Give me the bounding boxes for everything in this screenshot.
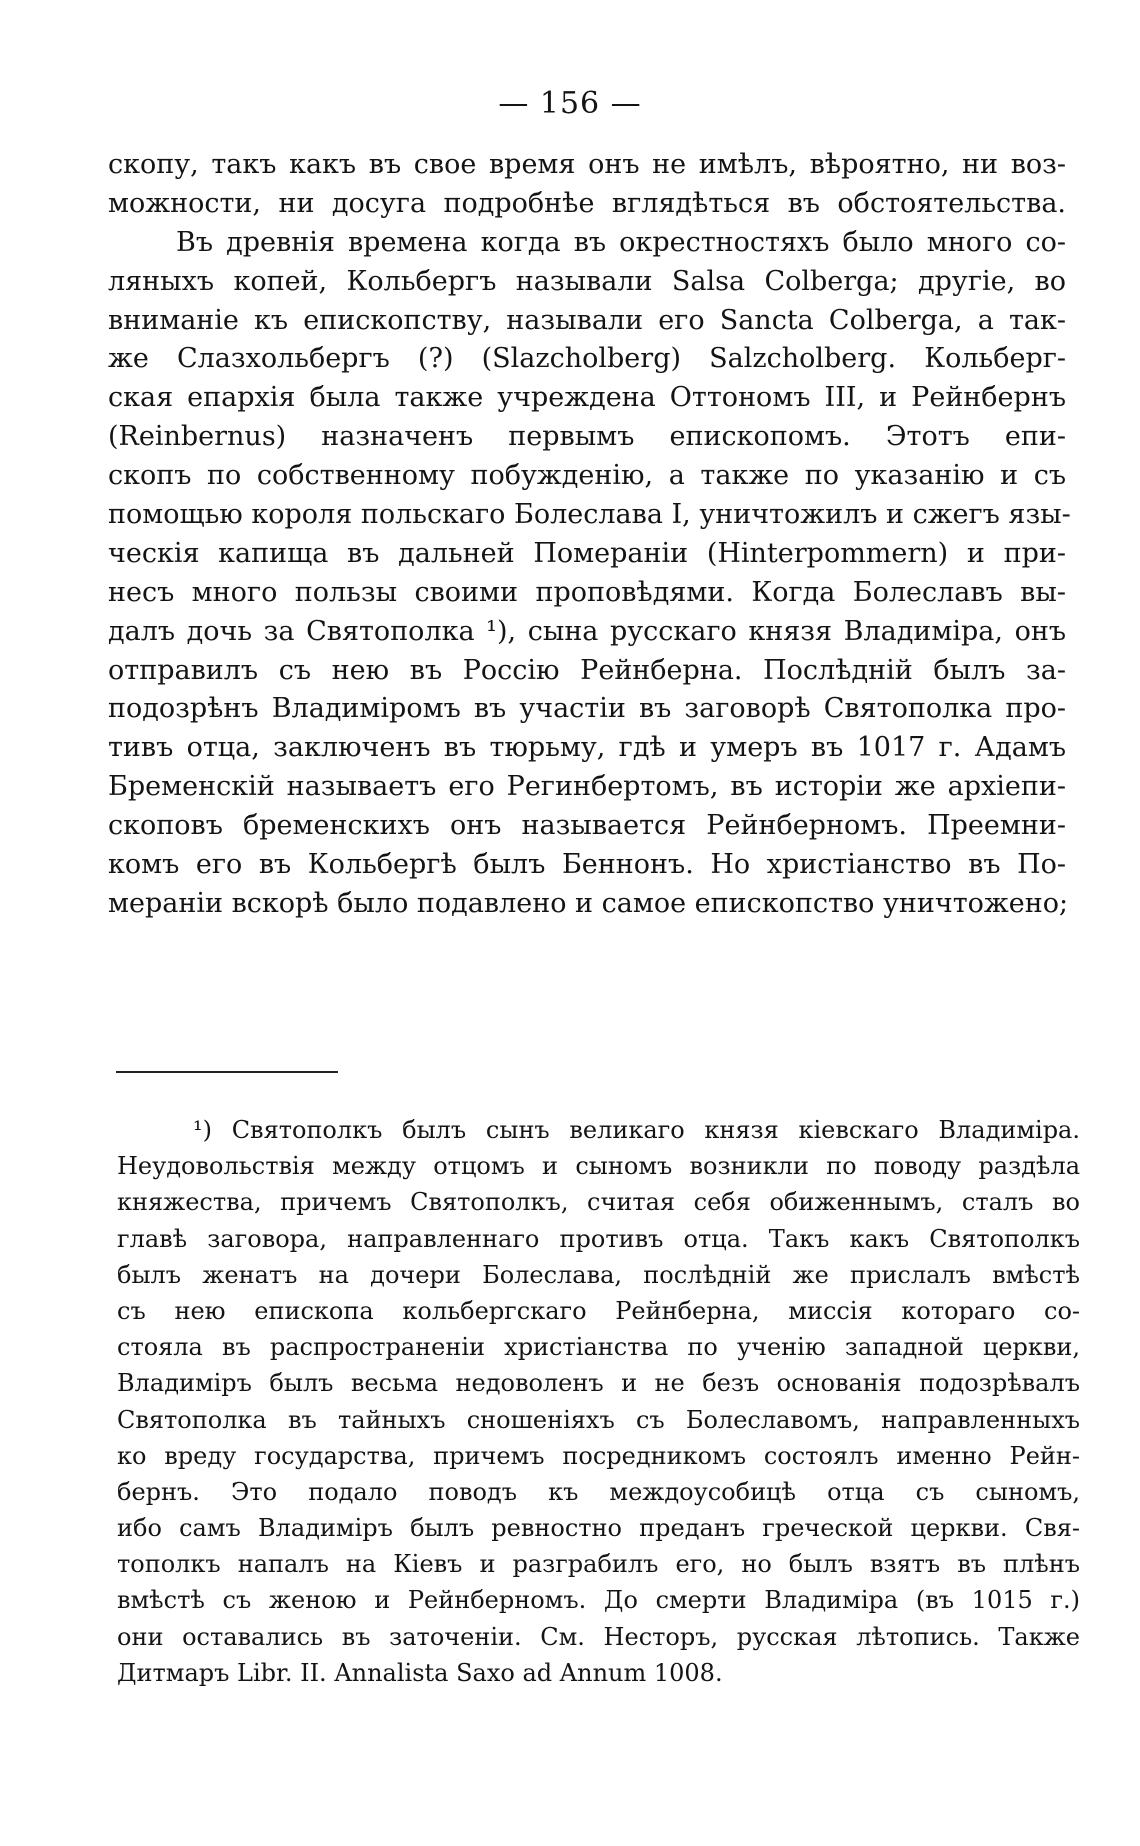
text-line: ляныхъ копей, Кольбергъ называли Salsa Colberga; другіе, во [108,265,1066,297]
main-text-block [108,146,1071,924]
text-line: же Слазхольбергъ (?) (Slazcholberg) Salzcholberg. Кольберг- [108,343,1066,375]
footnote-line: бернъ. Это подало поводъ къ междоусобицѣ отца съ сыномъ, [117,1477,1080,1506]
text-line: скопу, такъ какъ въ свое время онъ не имѣлъ, вѣроятно, ни воз- [108,149,1066,180]
text-line: несъ много пользы своими проповѣдями. Когда Болеславъ вы- [108,576,1066,608]
text-line: Въ древнія времена когда въ окрестностяхъ было много со- [176,226,1066,258]
text-line: комъ его въ Кольбергѣ былъ Беннонъ. Но христіанство въ По- [108,849,1066,881]
footnote-line: ибо самъ Владиміръ былъ ревностно преданъ греческой церкви. Свя- [117,1514,1080,1543]
footnote-line: они оставались въ заточеніи. См. Несторъ, русская лѣтопись. Также [117,1622,1080,1651]
footnote-line: стояла въ распространеніи христіанства по ученію западной церкви, [117,1333,1080,1362]
footnote-divider [116,1071,338,1073]
text-line: скоповъ бременскихъ онъ называется Рейнберномъ. Преемни- [108,810,1066,842]
footnote-line: ко вреду государства, причемъ посредникомъ состоялъ именно Рейн- [117,1441,1080,1470]
text-line: (Reinbernus) назначенъ первымъ епископомъ. Этотъ епи- [108,421,1066,453]
footnote-line: вмѣстѣ съ женою и Рейнберномъ. До смерти Владиміра (въ 1015 г.) [117,1586,1080,1615]
text-line: можности, ни досуга подробнѣе вглядѣться въ обстоятельства. [108,187,1066,219]
text-line: вниманіе къ епископству, называли его Sancta Colberga, а так- [108,304,1066,336]
footnote-line: съ нею епископа кольбергскаго Рейнберна, миссія котораго со- [117,1296,1080,1325]
footnote-line: Святополка въ тайныхъ сношеніяхъ съ Болеславомъ, направленныхъ [117,1405,1080,1434]
text-line: отправилъ съ нею въ Россію Рейнберна. Послѣдній былъ за- [108,654,1066,686]
text-line: скопъ по собственному побужденію, а также по указанію и съ [108,460,1066,492]
footnote-line: былъ женатъ на дочери Болеслава, послѣдній же прислалъ вмѣстѣ [117,1260,1080,1289]
text-line: ская епархія была также учреждена Оттономъ III, и Рейнбернъ [108,382,1066,414]
text-line: Бременскій называетъ его Регинбертомъ, въ исторіи же архіепи- [108,771,1066,803]
text-line: ческія капища въ дальней Помераніи (Hinterpommern) и при- [108,537,1066,569]
page-number: — 156 — [498,86,642,121]
footnote-line: Неудовольствія между отцомъ и сыномъ возникли по поводу раздѣла [117,1152,1080,1181]
footnote-line: ¹) Святополкъ былъ сынъ великаго князя кіевскаго Владиміра. [193,1116,1080,1144]
text-line: помощью короля польскаго Болеслава I, уничтожилъ и сжегъ язы- [108,499,1071,531]
footnote-line: главѣ заговора, направленнаго противъ отца. Такъ какъ Святополкъ [117,1224,1080,1253]
footnote-line: Владиміръ былъ весьма недоволенъ и не безъ основанія подозрѣвалъ [117,1369,1080,1398]
footnote-line: Дитмаръ Libr. II. Annalista Saxo ad Annum 1008. [117,1658,723,1687]
footnote-block [117,1112,1080,1691]
text-line: тивъ отца, заключенъ въ тюрьму, гдѣ и умеръ въ 1017 г. Адамъ [108,732,1066,764]
text-line: мераніи вскорѣ было подавлено и самое епископство уничтожено; [108,887,1069,919]
footnote-line: княжества, причемъ Святополкъ, считая себя обиженнымъ, сталъ во [117,1188,1080,1217]
footnote-line: тополкъ напалъ на Кіевъ и разграбилъ его, но былъ взятъ въ плѣнъ [117,1550,1080,1579]
text-line: далъ дочь за Святополка ¹), сына русскаго князя Владиміра, онъ [108,615,1066,647]
text-line: подозрѣнъ Владиміромъ въ участіи въ заговорѣ Святополка про- [108,693,1066,725]
